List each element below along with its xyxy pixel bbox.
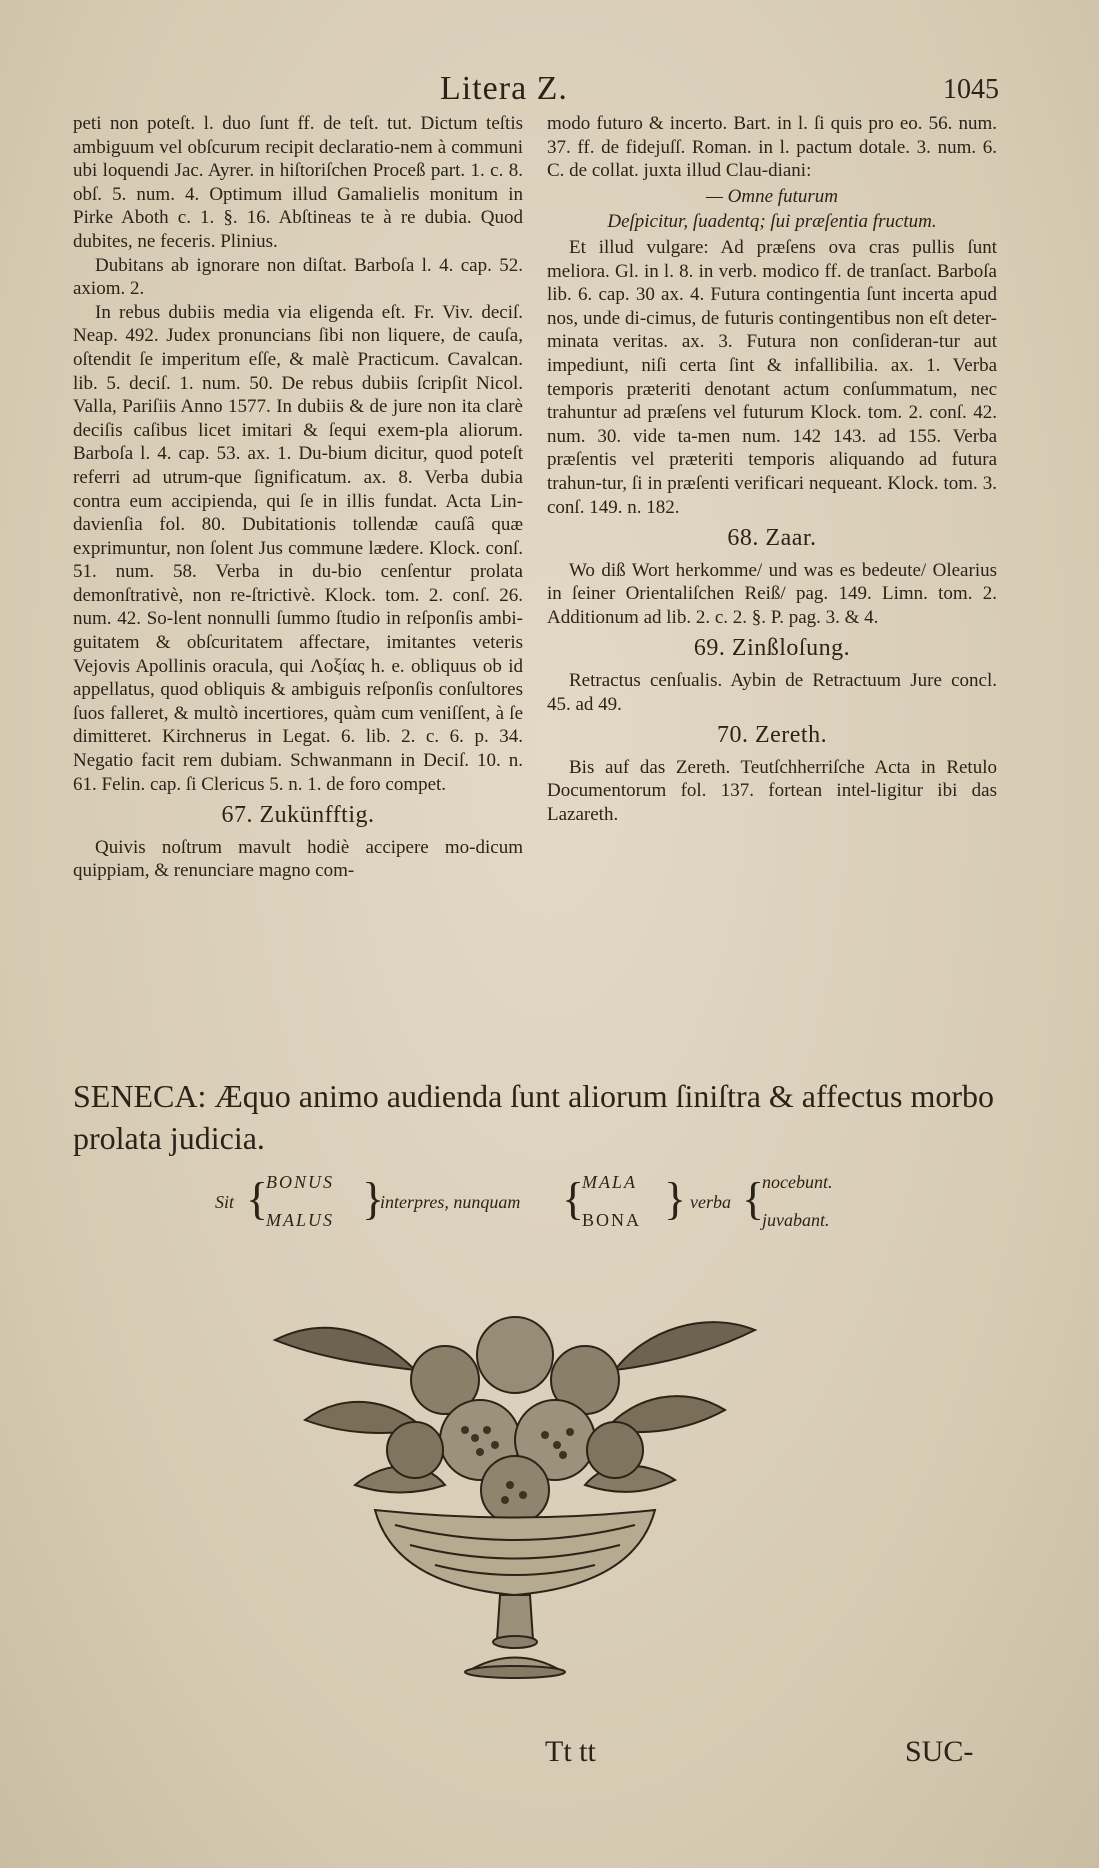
scheme-nocebunt: nocebunt. [762,1172,833,1192]
scheme-bona: BONA [582,1210,642,1230]
section-70-text: Bis auf das Zereth. Teutſchherriſche Acta in Retulo Documentorum fol. 137. fortean intel-ligitur ibi das Lazareth. [547,756,997,826]
fruit-vase-ornament-icon [265,1310,765,1680]
left-column [73,112,523,883]
catchword: SUC- [905,1735,974,1768]
section-67-text: Quivis noſtrum mavult hodiè accipere mo-dicum quippiam, & renunciare magno com- [73,836,523,882]
scheme-mala: MALA [582,1172,637,1192]
section-70-heading: 70. Zereth. [716,722,828,749]
scheme-verba: verba [690,1192,731,1212]
scheme-bonus: BONUS [266,1172,334,1192]
left-brace-icon: { [562,1173,585,1224]
section-69-text: Retractus cenſualis. Aybin de Retractuum Jure concl. 45. ad 49. [547,670,997,715]
verse-line-2: Deſpicitur, ſuadentq; ſui præſentia fructum. [607,211,937,233]
section-68-text: Wo diß Wort herkomme/ und was es bedeute/ Olearius in ſeiner Orientaliſchen Reiß/ pag. 149. Limn. tom. 2. Additionum ad lib. 2. c. 2. §. P. pag. 3. & 4. [547,559,997,628]
seneca-quote: SENECA: Æquo animo audienda ſunt aliorum ſiniſtra & affectus morbo prolata judicia. [73,1078,995,1156]
page-header [0,70,1099,110]
section-68-heading: 68. Zaar. [727,525,817,552]
left-paragraph-1: peti non poteſt. l. duo ſunt ff. de teſt. tut. Dictum teſtis ambiguum vel obſcurum recipit declaratio-nem à communi ubi loquendi Jac. Ayrer. in hiſtoriſchen Proceß part. 1. c. 8. obſ. 5. num. 4. Optimum illud Gamalielis monitum in Pirke Aboth c. 1. §. 16. Abſtineas te à re dubia. Quod dubites, ne feceris. Plinius. [73,113,523,252]
verse-line-1: — Omne futurum [547,185,997,209]
left-brace-icon: { [742,1173,765,1224]
right-column [547,112,997,827]
scheme-juvabant: juvabant. [762,1210,830,1230]
right-intro: modo futuro & incerto. Bart. in l. ſi quis pro eo. 56. num. 37. ff. de fidejuſſ. Roman. in l. pactum dotale. 3. num. 6. C. de collat. juxta illud Clau-diani: [547,113,997,182]
right-brace-icon: } [664,1173,687,1224]
scheme-middle: interpres, nunquam [380,1192,521,1212]
page-title: Litera Z. [440,70,568,107]
signature-mark: Tt tt [545,1735,596,1768]
scheme-malus: MALUS [266,1210,334,1230]
right-body: Et illud vulgare: Ad præſens ova cras pullis ſunt meliora. Gl. in l. 8. in verb. modico ff. de tranſact. Barboſa lib. 6. cap. 30 ax. 4. Futura contingentia ſunt incerta apud nos, unde di-cimus, de futuris contingentibus non eſt deter-minata veritas. ax. 3. Futura non conſideran-tur aut impediunt, niſi certa ſint & infallibilia. ax. 1. Verba temporis præteriti denotant actum conſummatum, nec trahuntur ad præſens vel futurum Klock. tom. 2. conſ. 42. num. 30. vide ta-men num. 142 143. ad 155. Verba præſentis vel præteriti temporis aliquando ad futura trahun-tur, ſi in præſenti verificari nequeant. Klock. tom. 3. conſ. 149. n. 182. [547,236,997,518]
section-69-heading: 69. Zinßloſung. [693,635,851,662]
left-paragraph-2: Dubitans ab ignorare non diſtat. Barboſa l. 4. cap. 52. axiom. 2. [73,254,523,300]
section-67-heading: 67. Zukünfftig. [221,802,375,829]
left-brace-icon: { [246,1173,269,1224]
page-number: 1045 [943,74,999,105]
bracket-scheme [0,1170,1099,1240]
right-brace-icon: } [362,1173,385,1224]
scheme-sit: Sit [215,1192,235,1212]
left-paragraph-3: In rebus dubiis media via eligenda eſt. Fr. Viv. deciſ. Neap. 492. Judex pronuncians ſibi non liquere, de cauſa, oſtendit ſe imperitum eſſe, & malè Practicum. Cavalcan. lib. 5. deciſ. 1. num. 50. De rebus dubiis ſcripſit Nicol. Valla, Pariſiis Anno 1577. In dubiis & de jure non ita clarè deciſis caſibus licet imitari & ſequi exem-pla aliorum. Barboſa l. 4. cap. 53. ax. 1. Du-bium dicitur, quod poteſt referri ad utrum-que ſignificatum. ax. 8. Verba dubia contra eum accipienda, qui ſe in illis fundat. Acta Lin-davienſia fol. 80. Dubitationis tollendæ cauſâ quæ exprimuntur, non ſolent Jus commune lædere. Klock. conſ. 51. num. 58. Verba in du-bio cenſentur prolata demonſtrativè, non re-ſtrictivè. Klock. tom. 2. conſ. 26. num. 42. So-lent nonnulli ſummo ſtudio in reſponſis ambi-guitatem & obſcuritatem affectare, imitantes veteris Vejovis Apollinis oracula, qui Λοξίας h. e. obliquus ob id appellatus, quod obliquis & ambiguis reſponſis conſultores ſuos falleret, & multò incertiores, quàm cum veniſſent, à ſe dimitteret. Kirchnerus in Legat. 6. lib. 2. c. 6. p. 34. Negatio facit rem dubiam. Schwanmann in Deciſ. 10. n. 61. Felin. cap. ſi Clericus 5. n. 1. de foro compet. [73,301,523,795]
